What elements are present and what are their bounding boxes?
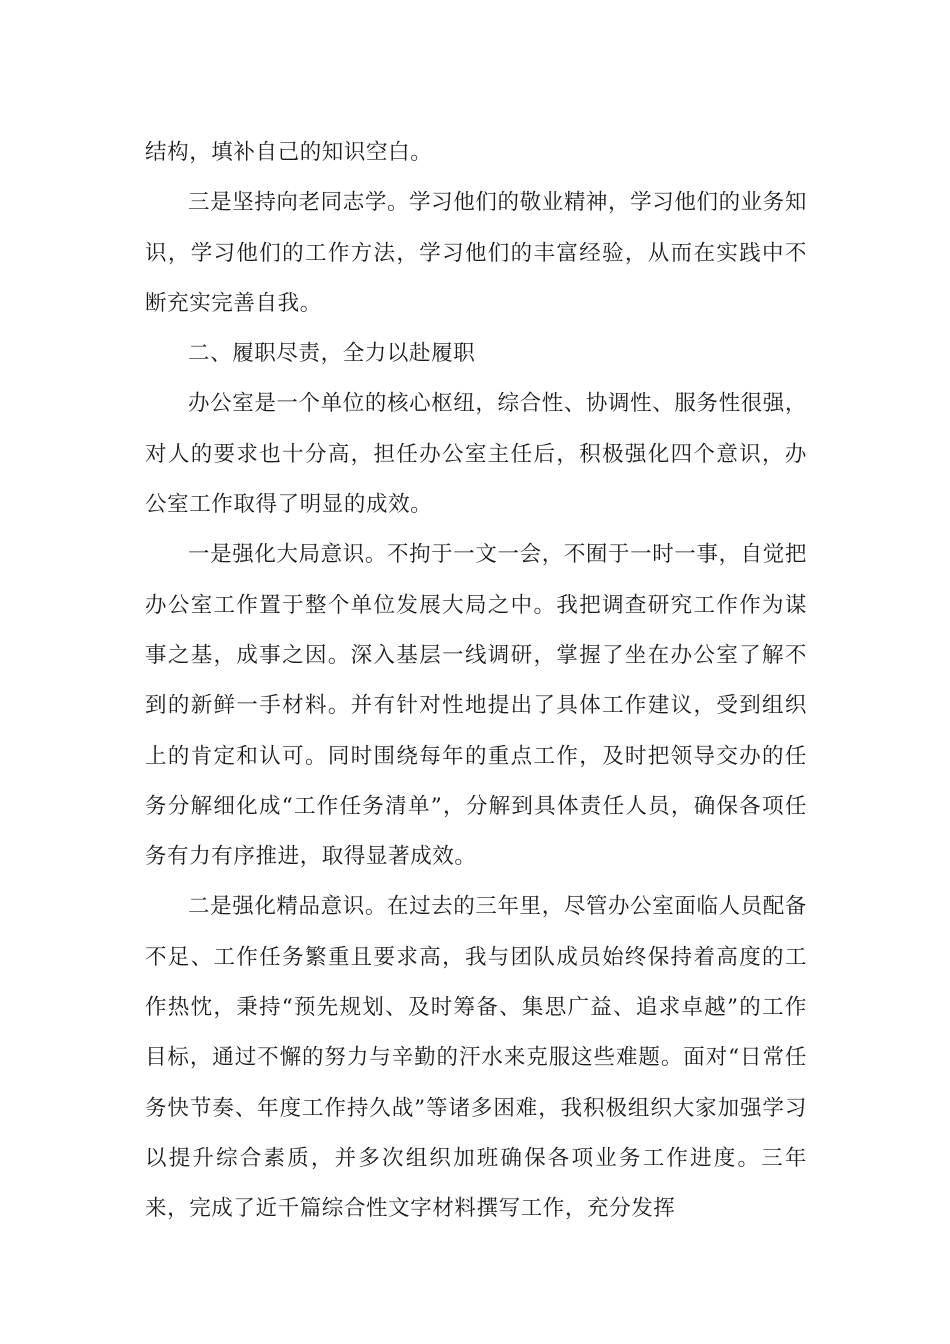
paragraph-learn-from-elders: 三是坚持向老同志学。学习他们的敬业精神，学习他们的业务知识，学习他们的工作方法，学习他们的丰富经验，从而在实践中不断充实完善自我。 xyxy=(145,190,807,316)
document-body xyxy=(145,128,807,1235)
paragraph-office-overview: 办公室是一个单位的核心枢纽，综合性、协调性、服务性很强，对人的要求也十分高，担任办公室主任后，积极强化四个意识，办公室工作取得了明显的成效。 xyxy=(145,391,807,518)
paragraph-big-picture: 一是强化大局意识。不拘于一文一会，不囿于一时一事，自觉把办公室工作置于整个单位发展大局之中。我把调查研究工作作为谋事之基，成事之因。深入基层一线调研，掌握了坐在办公室了解不到的新鲜一手材料。并有针对性地提出了具体工作建议，受到组织上的肯定和认可。同时围绕每年的重点工作，及时把领导交办的任务分解细化成“工作任务清单”，分解到具体责任人员，确保各项任务有力有序推进，取得显著成效。 xyxy=(145,542,807,870)
section-heading: 二、履职尽责，全力以赴履职 xyxy=(188,341,476,367)
paragraph-quality: 二是强化精品意识。在过去的三年里，尽管办公室面临人员配备不足、工作任务繁重且要求高，我与团队成员始终保持着高度的工作热忱，秉持“预先规划、及时筹备、集思广益、追求卓越”的工作目标，通过不懈的努力与辛勤的汗水来克服这些难题。面对“日常任务快节奏、年度工作持久战”等诸多困难，我积极组织大家加强学习以提升综合素质，并多次组织加班确保各项业务工作进度。三年来，完成了近千篇综合性文字材料撰写工作，充分发挥 xyxy=(145,894,807,1222)
paragraph-continuation: 结构，填补自己的知识空白。 xyxy=(145,140,433,165)
